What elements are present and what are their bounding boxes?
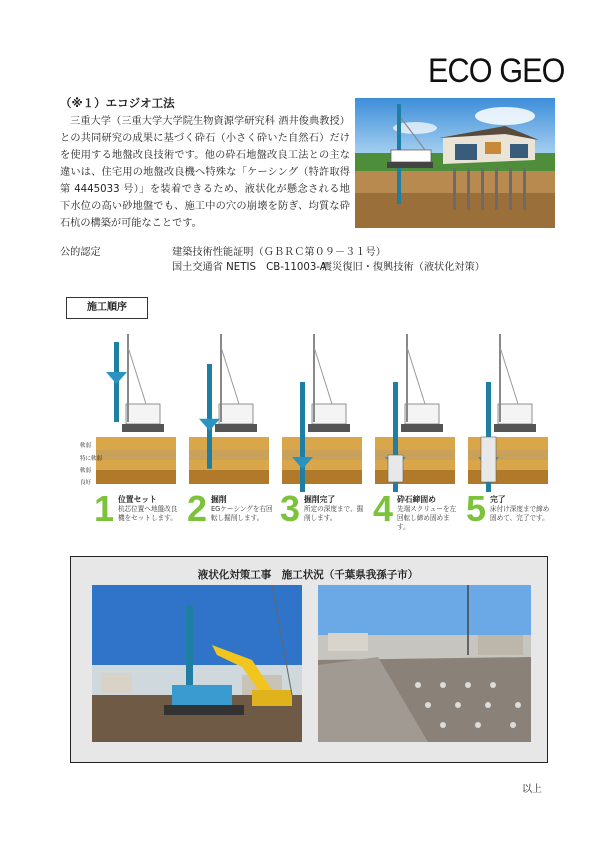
step-description: EGケーシングを右回転し掘削します。 xyxy=(211,505,273,522)
procedure-diagram xyxy=(96,332,556,492)
soil-layer-label-2: 特に軟弱 xyxy=(80,456,103,462)
section-heading: （※１）エコジオ工法 xyxy=(60,96,175,110)
site-photo-left xyxy=(92,585,302,742)
step-number: 2 xyxy=(187,488,208,529)
step-number: 3 xyxy=(280,488,301,529)
site-photos-title: 液状化対策工事 施工状況（千葉県我孫子市） xyxy=(197,569,419,581)
step-description: 所定の深度まで、掘削します。 xyxy=(304,505,364,522)
procedure-step-graphic xyxy=(375,334,455,492)
end-text: 以上 xyxy=(522,784,542,795)
procedure-step-graphic xyxy=(96,334,176,484)
cert-line-2a: 国土交通省 NETIS CB-11003-A xyxy=(172,262,327,273)
soil-layer-label-1: 軟弱 xyxy=(80,443,92,449)
soil-layer-label-3: 軟弱 xyxy=(80,468,92,474)
step-number: 1 xyxy=(94,488,115,529)
step-title: 位置セット xyxy=(118,495,157,504)
step-description: 床付け深度まで締め固めて、完了です。 xyxy=(490,505,550,522)
procedure-step-graphic xyxy=(189,334,269,484)
cert-line-2b: 震災復旧・復興技術（液状化対策） xyxy=(322,262,485,273)
step-description: 杭芯位置へ地盤改良機をセットします。 xyxy=(118,505,178,522)
procedure-label: 施工順序 xyxy=(66,297,148,319)
step-number: 4 xyxy=(373,488,394,529)
cert-label: 公的認定 xyxy=(60,247,101,258)
step-title: 砕石締固め xyxy=(397,495,436,504)
step-title: 完了 xyxy=(490,495,506,504)
step-title: 掘削 xyxy=(211,495,227,504)
site-photo-right xyxy=(318,585,531,742)
house-illustration xyxy=(355,98,555,228)
soil-layer-label-4: 良好 xyxy=(80,480,92,486)
step-description: 先端スクリューを左回転し締め固めます。 xyxy=(397,505,457,531)
step-number: 5 xyxy=(466,488,487,529)
step-title: 掘削完了 xyxy=(304,495,336,504)
eco-geo-logo: ECO GEO xyxy=(428,52,565,90)
method-description: 三重大学（三重大学大学院生物資源学研究科 酒井俊典教授）との共同研究の成果に基づく砕石（小さく砕いた自然石）だけを使用する地盤改良技術です。他の砕石地盤改良工法との主な違いは、住宅用の地盤改良機へ特殊な「ケーシング（特許取得 第 4445033 号）」を装着できるため、液状化が懸念される地下水位の高い砂地盤でも、施工中の穴の崩壊を防ぎ、均質な砕石杭の構築が可能なことです。 xyxy=(60,116,350,229)
procedure-step-graphic xyxy=(282,334,362,492)
cert-line-1: 建築技術性能証明（ＧＢＲＣ第０９－３１号） xyxy=(172,247,386,258)
procedure-step-graphic xyxy=(468,334,548,492)
